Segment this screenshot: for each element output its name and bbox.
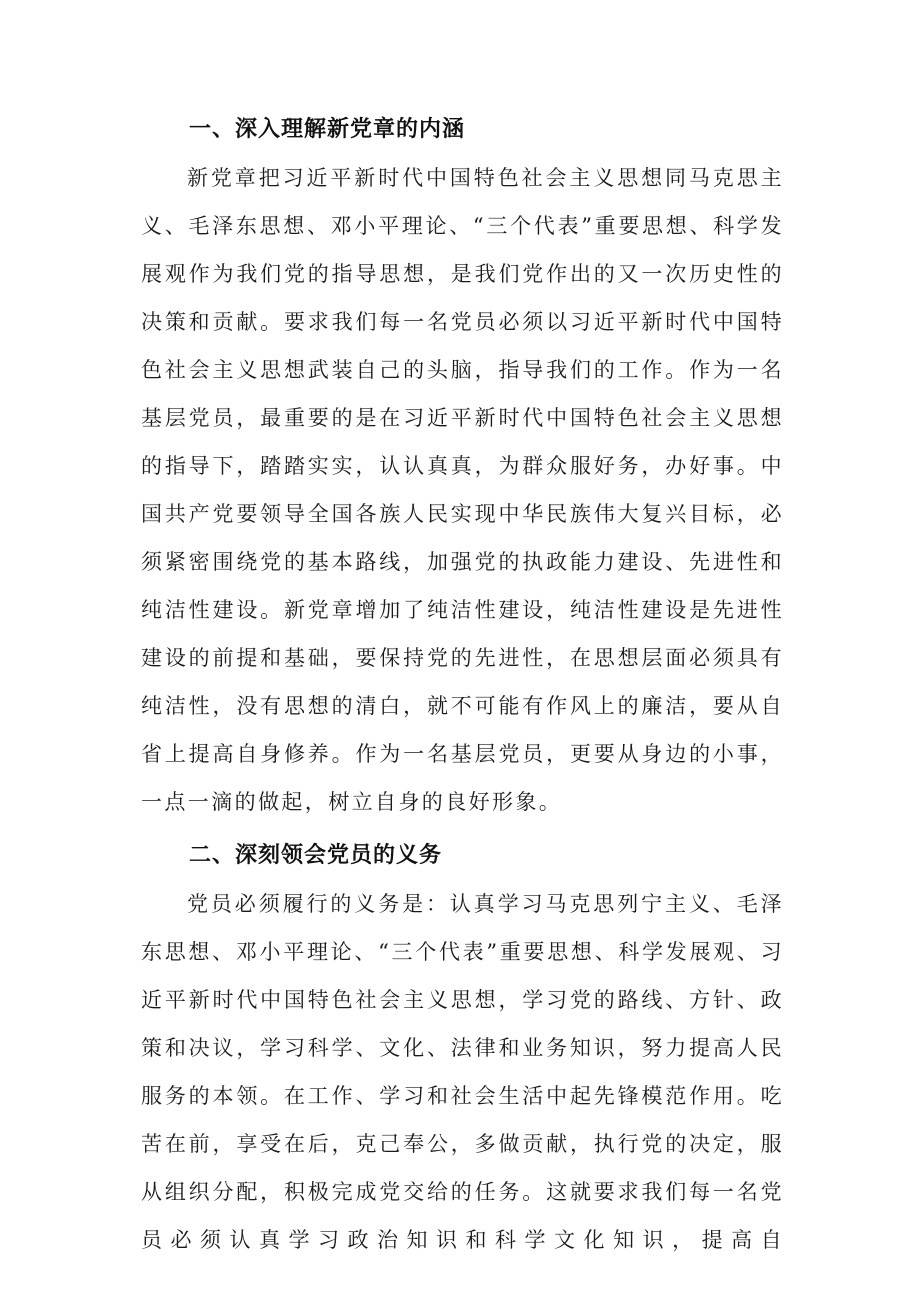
section-paragraph-2: 党员必须履行的义务是：认真学习马克思列宁主义、毛泽东思想、邓小平理论、“三个代表”重要思想、科学发展观、习近平新时代中国特色社会主义思想，学习党的路线、方针、政策和决议，学习科学、文化、法律和业务知识，努力提高人民服务的本领。在工作、学习和社会生活中起先锋模范作用。吃苦在前，享受在后，克己奉公，多做贡献，执行党的决定，服从组织分配，积极完成党交给的任务。这就要求我们每一名党员必须认真学习政治知识和科学文化知识，提高自 [141, 892, 784, 1252]
section-heading-1: 一、深入理解新党章的内涵 [189, 117, 466, 142]
section-heading-2: 二、深刻领会党员的义务 [189, 843, 443, 868]
document-body [141, 106, 784, 1264]
section-paragraph-1: 新党章把习近平新时代中国特色社会主义思想同马克思主义、毛泽东思想、邓小平理论、“三个代表”重要思想、科学发展观作为我们党的指导思想，是我们党作出的又一次历史性的决策和贡献。要求我们每一名党员必须以习近平新时代中国特色社会主义思想武装自己的头脑，指导我们的工作。作为一名基层党员，最重要的是在习近平新时代中国特色社会主义思想的指导下，踏踏实实，认认真真，为群众服好务，办好事。中国共产党要领导全国各族人民实现中华民族伟大复兴目标，必须紧密围绕党的基本路线，加强党的执政能力建设、先进性和纯洁性建设。新党章增加了纯洁性建设，纯洁性建设是先进性建设的前提和基础，要保持党的先进性，在思想层面必须具有纯洁性，没有思想的清白，就不可能有作风上的廉洁，要从自省上提高自身修养。作为一名基层党员，更要从身边的小事，一点一滴的做起，树立自身的良好形象。 [141, 166, 784, 814]
